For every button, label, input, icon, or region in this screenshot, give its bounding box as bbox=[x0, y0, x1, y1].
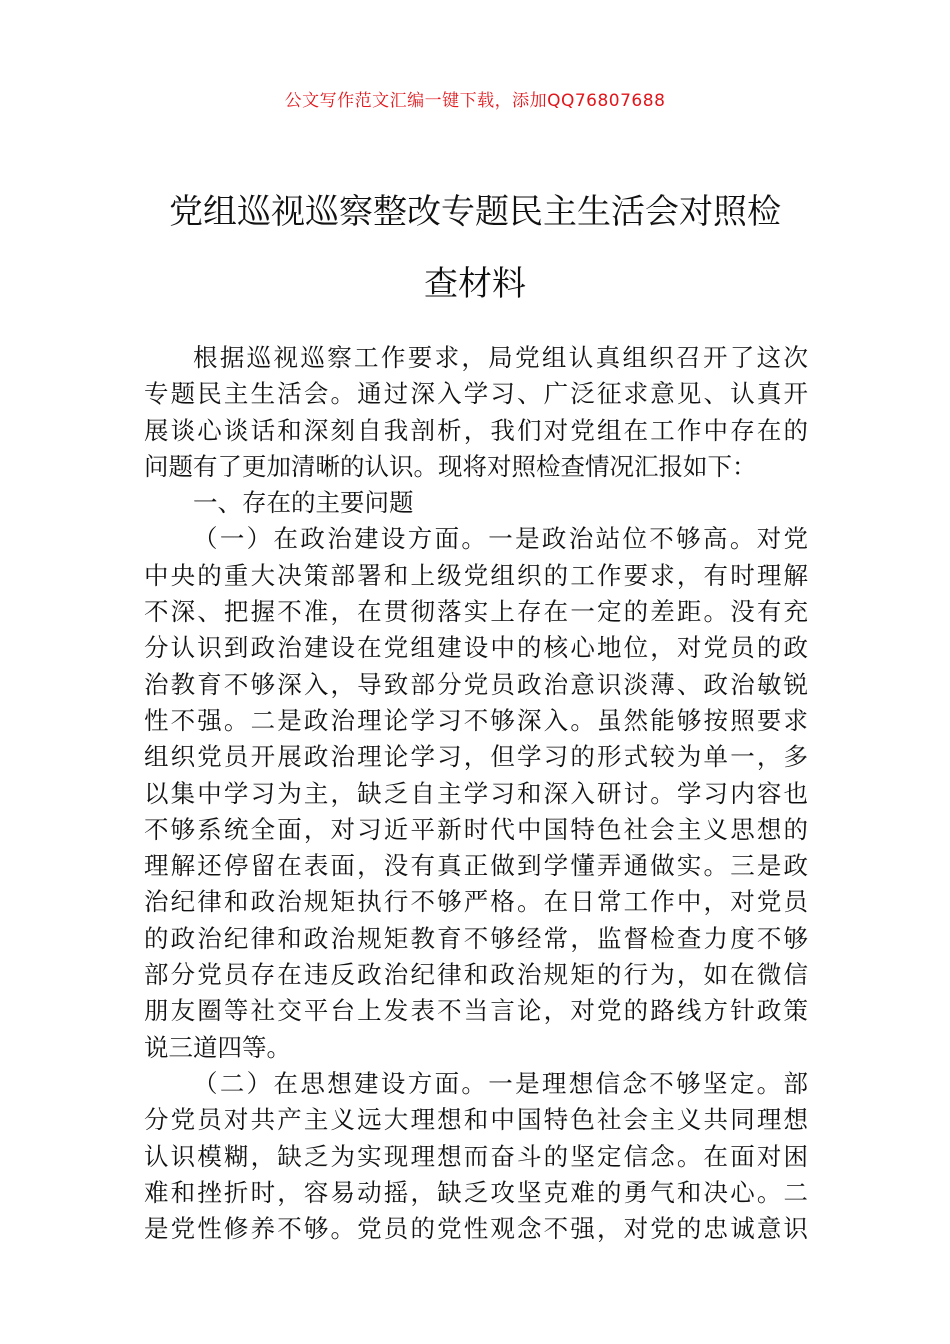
paragraph-political-line: 中央的重大决策部署和上级党组织的工作要求，有时理解 bbox=[144, 560, 808, 590]
paragraph-intro-line: 根据巡视巡察工作要求，局党组认真组织召开了这次 bbox=[193, 343, 808, 372]
paragraph-political-line: 治教育不够深入，导致部分党员政治意识淡薄、政治敏锐 bbox=[144, 669, 808, 699]
paragraph-political-line: 分认识到政治建设在党组建设中的核心地位，对党员的政 bbox=[144, 633, 808, 663]
document-body bbox=[144, 340, 808, 1247]
paragraph-intro-line: 专题民主生活会。通过深入学习、广泛征求意见、认真开 bbox=[144, 379, 808, 409]
paragraph-political-line: 组织党员开展政治理论学习，但学习的形式较为单一，多 bbox=[144, 742, 808, 772]
paragraph-political-line: 理解还停留在表面，没有真正做到学懂弄通做实。三是政 bbox=[144, 851, 808, 881]
paragraph-ideological-line: 是党性修养不够。党员的党性观念不强，对党的忠诚意识 bbox=[144, 1214, 808, 1244]
paragraph-political-line: 性不强。二是政治理论学习不够深入。虽然能够按照要求 bbox=[144, 705, 808, 735]
paragraph-political-line: 的政治纪律和政治规矩教育不够经常，监督检查力度不够 bbox=[144, 923, 808, 953]
document-title bbox=[140, 176, 810, 320]
paragraph-political-line: 不够系统全面，对习近平新时代中国特色社会主义思想的 bbox=[144, 814, 808, 844]
paragraph-political-line: 不深、把握不准，在贯彻落实上存在一定的差距。没有充 bbox=[144, 597, 808, 627]
paragraph-political-line: 以集中学习为主，缺乏自主学习和深入研讨。学习内容也 bbox=[144, 778, 808, 808]
paragraph-intro-line: 展谈心谈话和深刻自我剖析，我们对党组在工作中存在的 bbox=[144, 415, 808, 445]
paragraph-ideological-line: 难和挫折时，容易动摇，缺乏攻坚克难的勇气和决心。二 bbox=[144, 1177, 808, 1207]
paragraph-political-line: 治纪律和政治规矩执行不够严格。在日常工作中，对党员 bbox=[144, 887, 808, 917]
document-title-line-1: 党组巡视巡察整改专题民主生活会对照检 bbox=[169, 192, 781, 232]
paragraph-ideological-line: 分党员对共产主义远大理想和中国特色社会主义共同理想 bbox=[144, 1105, 808, 1135]
paragraph-political-line: 说三道四等。 bbox=[144, 1032, 291, 1062]
header-download-note: 公文写作范文汇编一键下载，添加QQ76807688 bbox=[284, 91, 666, 111]
paragraph-intro-line: 问题有了更加清晰的认识。现将对照检查情况汇报如下： bbox=[144, 451, 757, 481]
paragraph-ideological-line: 认识模糊，缺乏为实现理想而奋斗的坚定信念。在面对困 bbox=[144, 1141, 808, 1171]
paragraph-ideological-line: （二）在思想建设方面。一是理想信念不够坚定。部 bbox=[193, 1068, 808, 1098]
paragraph-political-line: （一）在政治建设方面。一是政治站位不够高。对党 bbox=[193, 524, 808, 554]
paragraph-political-line: 部分党员存在违反政治纪律和政治规矩的行为，如在微信 bbox=[144, 960, 808, 990]
paragraph-political-line: 朋友圈等社交平台上发表不当言论，对党的路线方针政策 bbox=[144, 996, 808, 1026]
document-title-line-2: 查材料 bbox=[424, 264, 526, 304]
section-heading-problems: 一、存在的主要问题 bbox=[193, 488, 414, 518]
